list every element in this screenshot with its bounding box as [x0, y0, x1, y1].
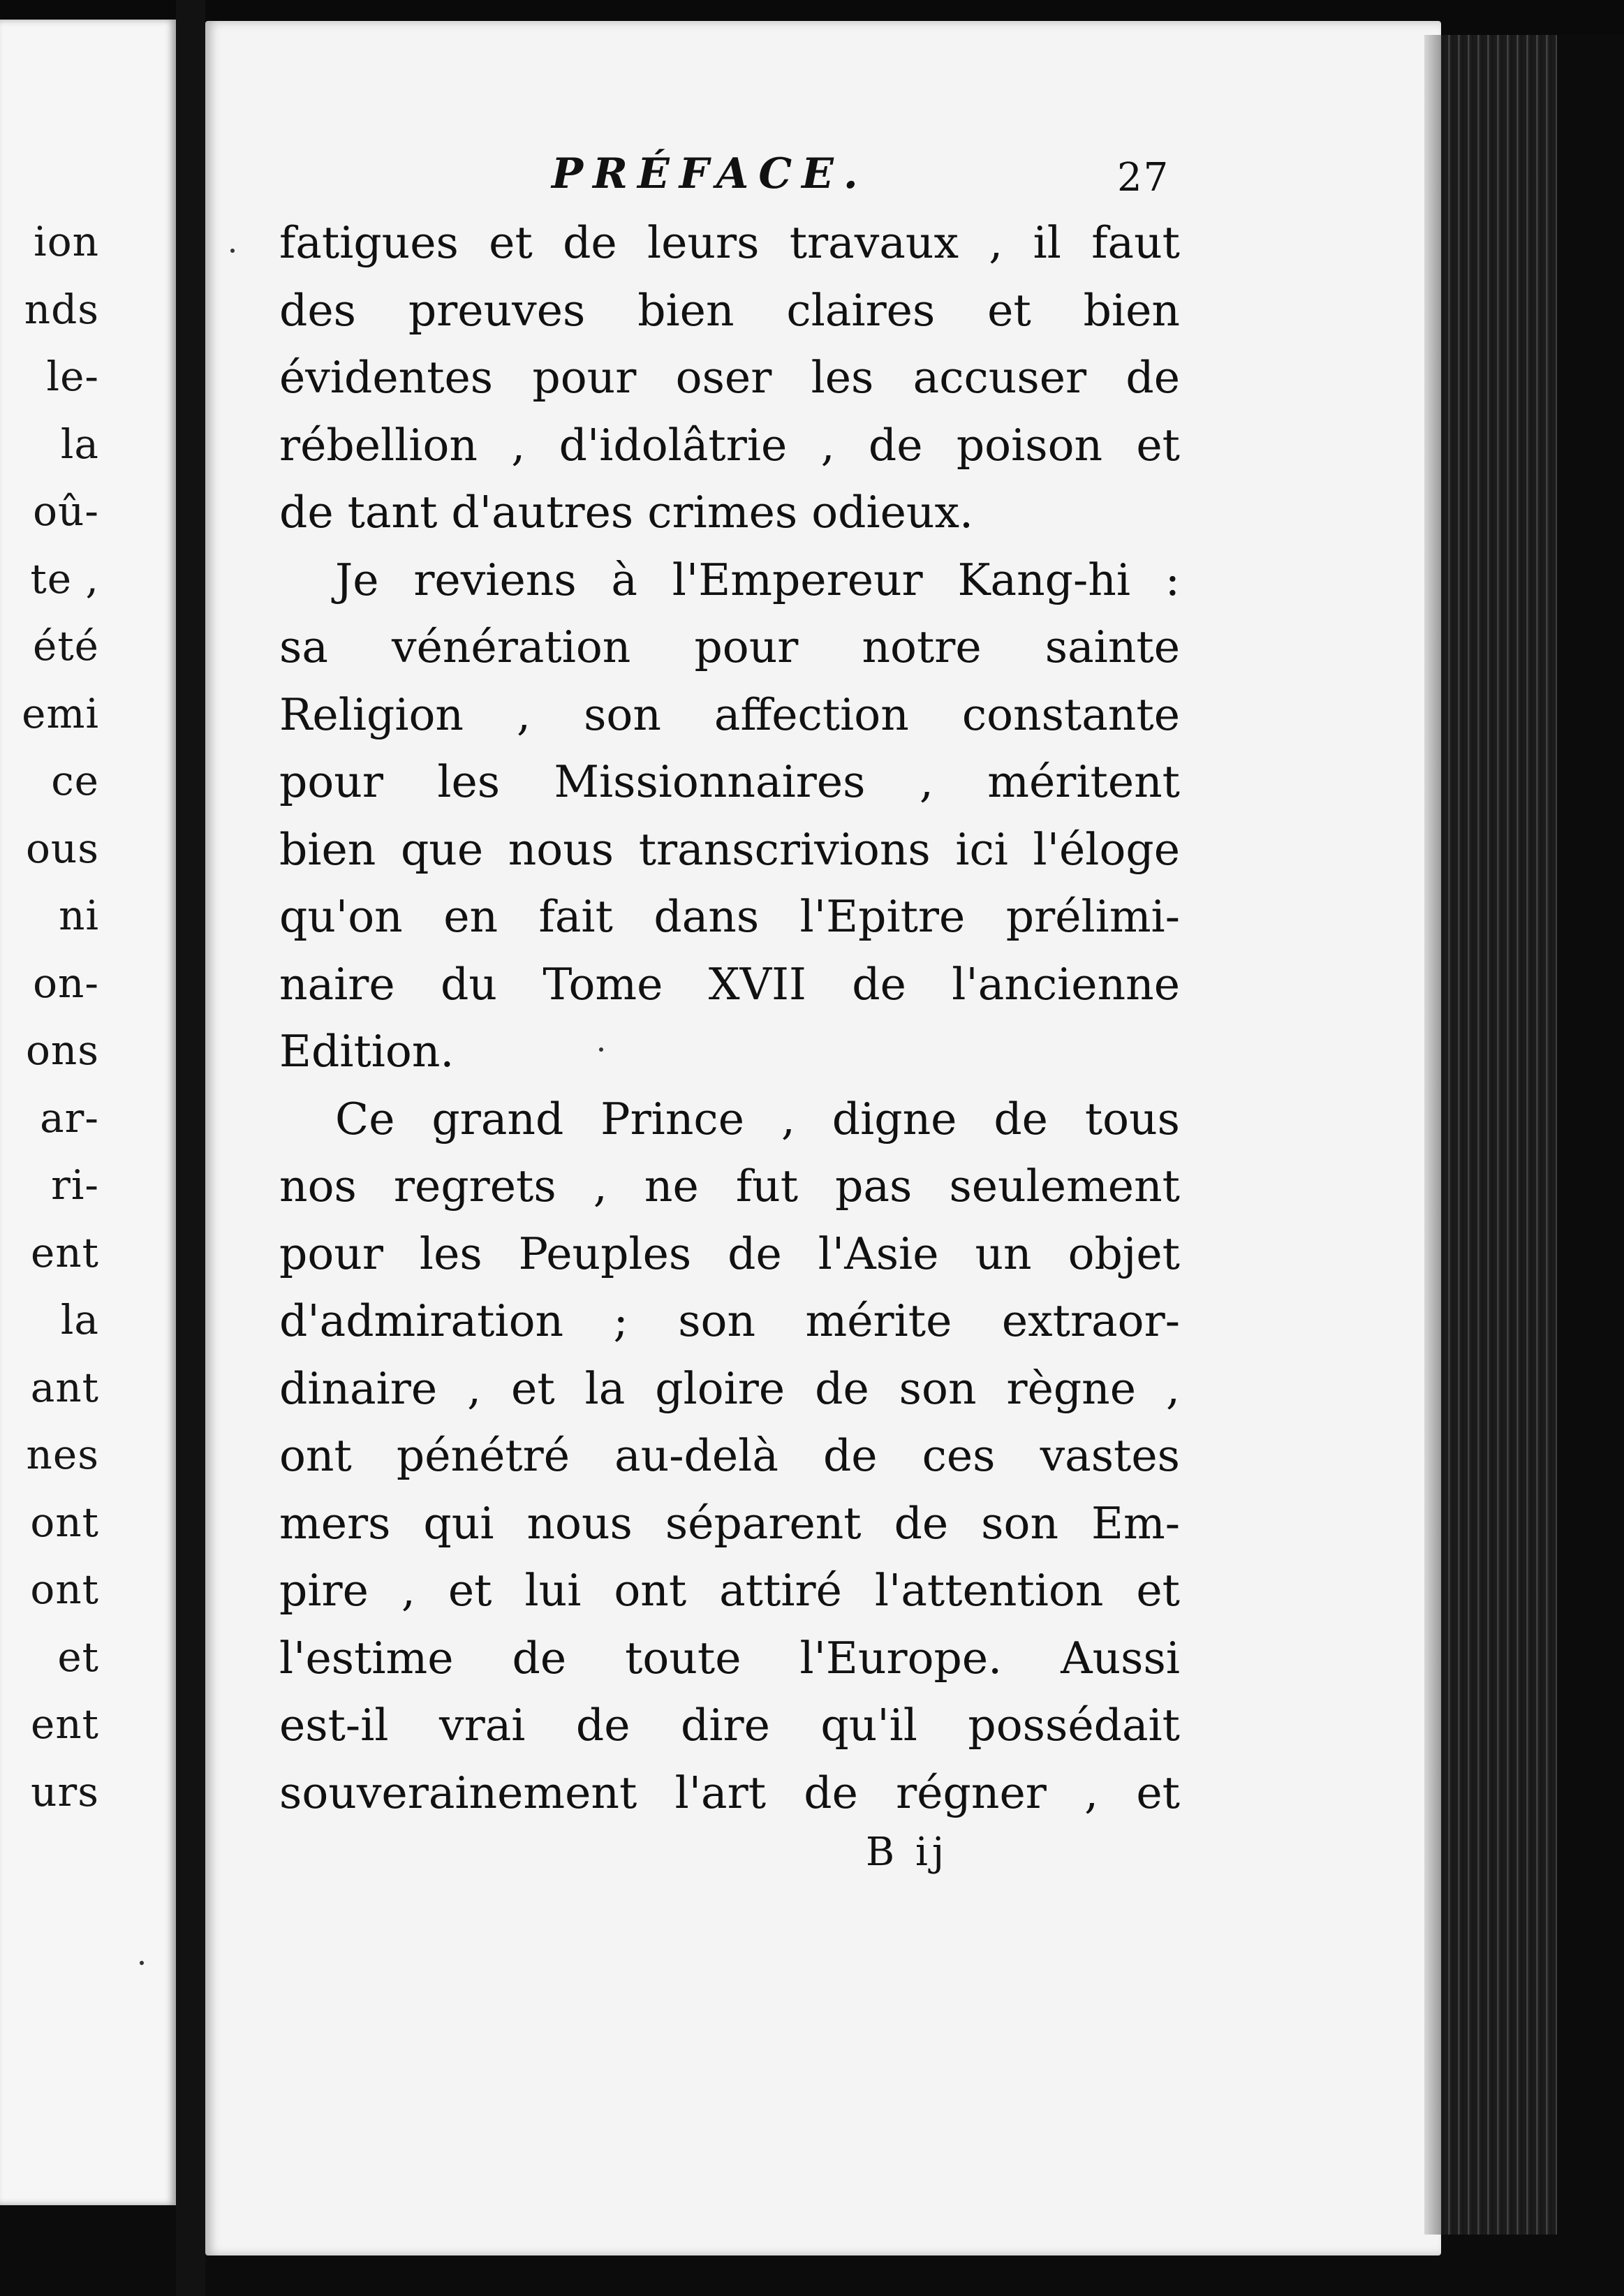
text-line: sa vénération pour notre sainte: [279, 621, 1180, 672]
text-line: pire , et lui ont attiré l'attention et: [279, 1565, 1180, 1616]
text-line: naire du Tome XVII de l'ancienne: [279, 958, 1180, 1010]
fragment-line: ont: [30, 1566, 99, 1613]
signature-mark: B ij: [866, 1830, 949, 1875]
left-page-text-fragments: [0, 208, 176, 1825]
fragment-line: la: [60, 1296, 99, 1344]
page-edges: [1424, 35, 1557, 2235]
fragment-line: le-: [46, 353, 99, 400]
text-line: rébellion , d'idolâtrie , de poison et: [279, 419, 1180, 471]
fragment-line: ent: [31, 1228, 99, 1276]
fragment-line: ce: [51, 757, 99, 804]
text-line: est-il vrai de dire qu'il possédait: [279, 1700, 1180, 1751]
fragment-line: ion: [34, 218, 99, 265]
page-number: 27: [1117, 155, 1170, 200]
text-line: mers qui nous séparent de son Em-: [279, 1497, 1180, 1549]
fragment-line: ant: [30, 1363, 99, 1411]
fragment-line: on-: [33, 959, 99, 1007]
fragment-line: ont: [30, 1498, 99, 1546]
text-line: pour les Peuples de l'Asie un objet: [279, 1228, 1180, 1279]
fragment-line: été: [33, 622, 99, 670]
text-line: bien que nous transcrivions ici l'éloge: [279, 823, 1180, 875]
ink-speck: [140, 1961, 144, 1965]
ink-speck: [230, 249, 235, 253]
text-line: ont pénétré au-delà de ces vastes: [279, 1430, 1180, 1481]
fragment-line: ons: [25, 1026, 99, 1074]
fragment-line: ri-: [51, 1161, 99, 1209]
text-line: dinaire , et la gloire de son règne ,: [279, 1362, 1180, 1414]
book-gutter: [176, 0, 205, 2296]
fragment-line: oû-: [33, 487, 99, 535]
fragment-line: nds: [24, 285, 99, 333]
fragment-line: urs: [31, 1767, 99, 1816]
fragment-line: nes: [26, 1431, 99, 1478]
fragment-line: ar-: [40, 1094, 99, 1142]
fragment-line: te ,: [30, 554, 99, 603]
body-text: [279, 209, 1180, 1827]
text-line: Edition.: [279, 1026, 455, 1077]
ink-speck: [599, 1047, 603, 1052]
text-line: Ce grand Prince , digne de tous: [335, 1093, 1180, 1145]
fragment-line: et: [57, 1633, 99, 1681]
text-line: évidentes pour oser les accuser de: [279, 352, 1180, 403]
fragment-line: ni: [59, 892, 99, 939]
text-line: Je reviens à l'Empereur Kang-hi :: [335, 554, 1180, 605]
text-line: fatigues et de leurs travaux , il faut: [279, 217, 1180, 268]
text-line: souverainement l'art de régner , et: [279, 1767, 1180, 1818]
text-line: Religion , son affection constante: [279, 689, 1180, 740]
text-line: de tant d'autres crimes odieux.: [279, 487, 974, 538]
fragment-line: emi: [22, 689, 99, 737]
fragment-line: ous: [25, 824, 99, 872]
text-line: l'estime de toute l'Europe. Aussi: [279, 1632, 1180, 1684]
text-line: des preuves bien claires et bien: [279, 284, 1180, 336]
text-line: qu'on en fait dans l'Epitre prélimi-: [279, 891, 1180, 942]
fragment-line: ent: [31, 1700, 99, 1748]
fragment-line: la: [60, 420, 99, 468]
running-head: PRÉFACE.: [552, 149, 868, 198]
left-page: [0, 20, 176, 2205]
text-line: d'admiration ; son mérite extraor-: [279, 1295, 1180, 1346]
text-line: pour les Missionnaires , méritent: [279, 756, 1180, 807]
text-line: nos regrets , ne fut pas seulement: [279, 1161, 1180, 1212]
